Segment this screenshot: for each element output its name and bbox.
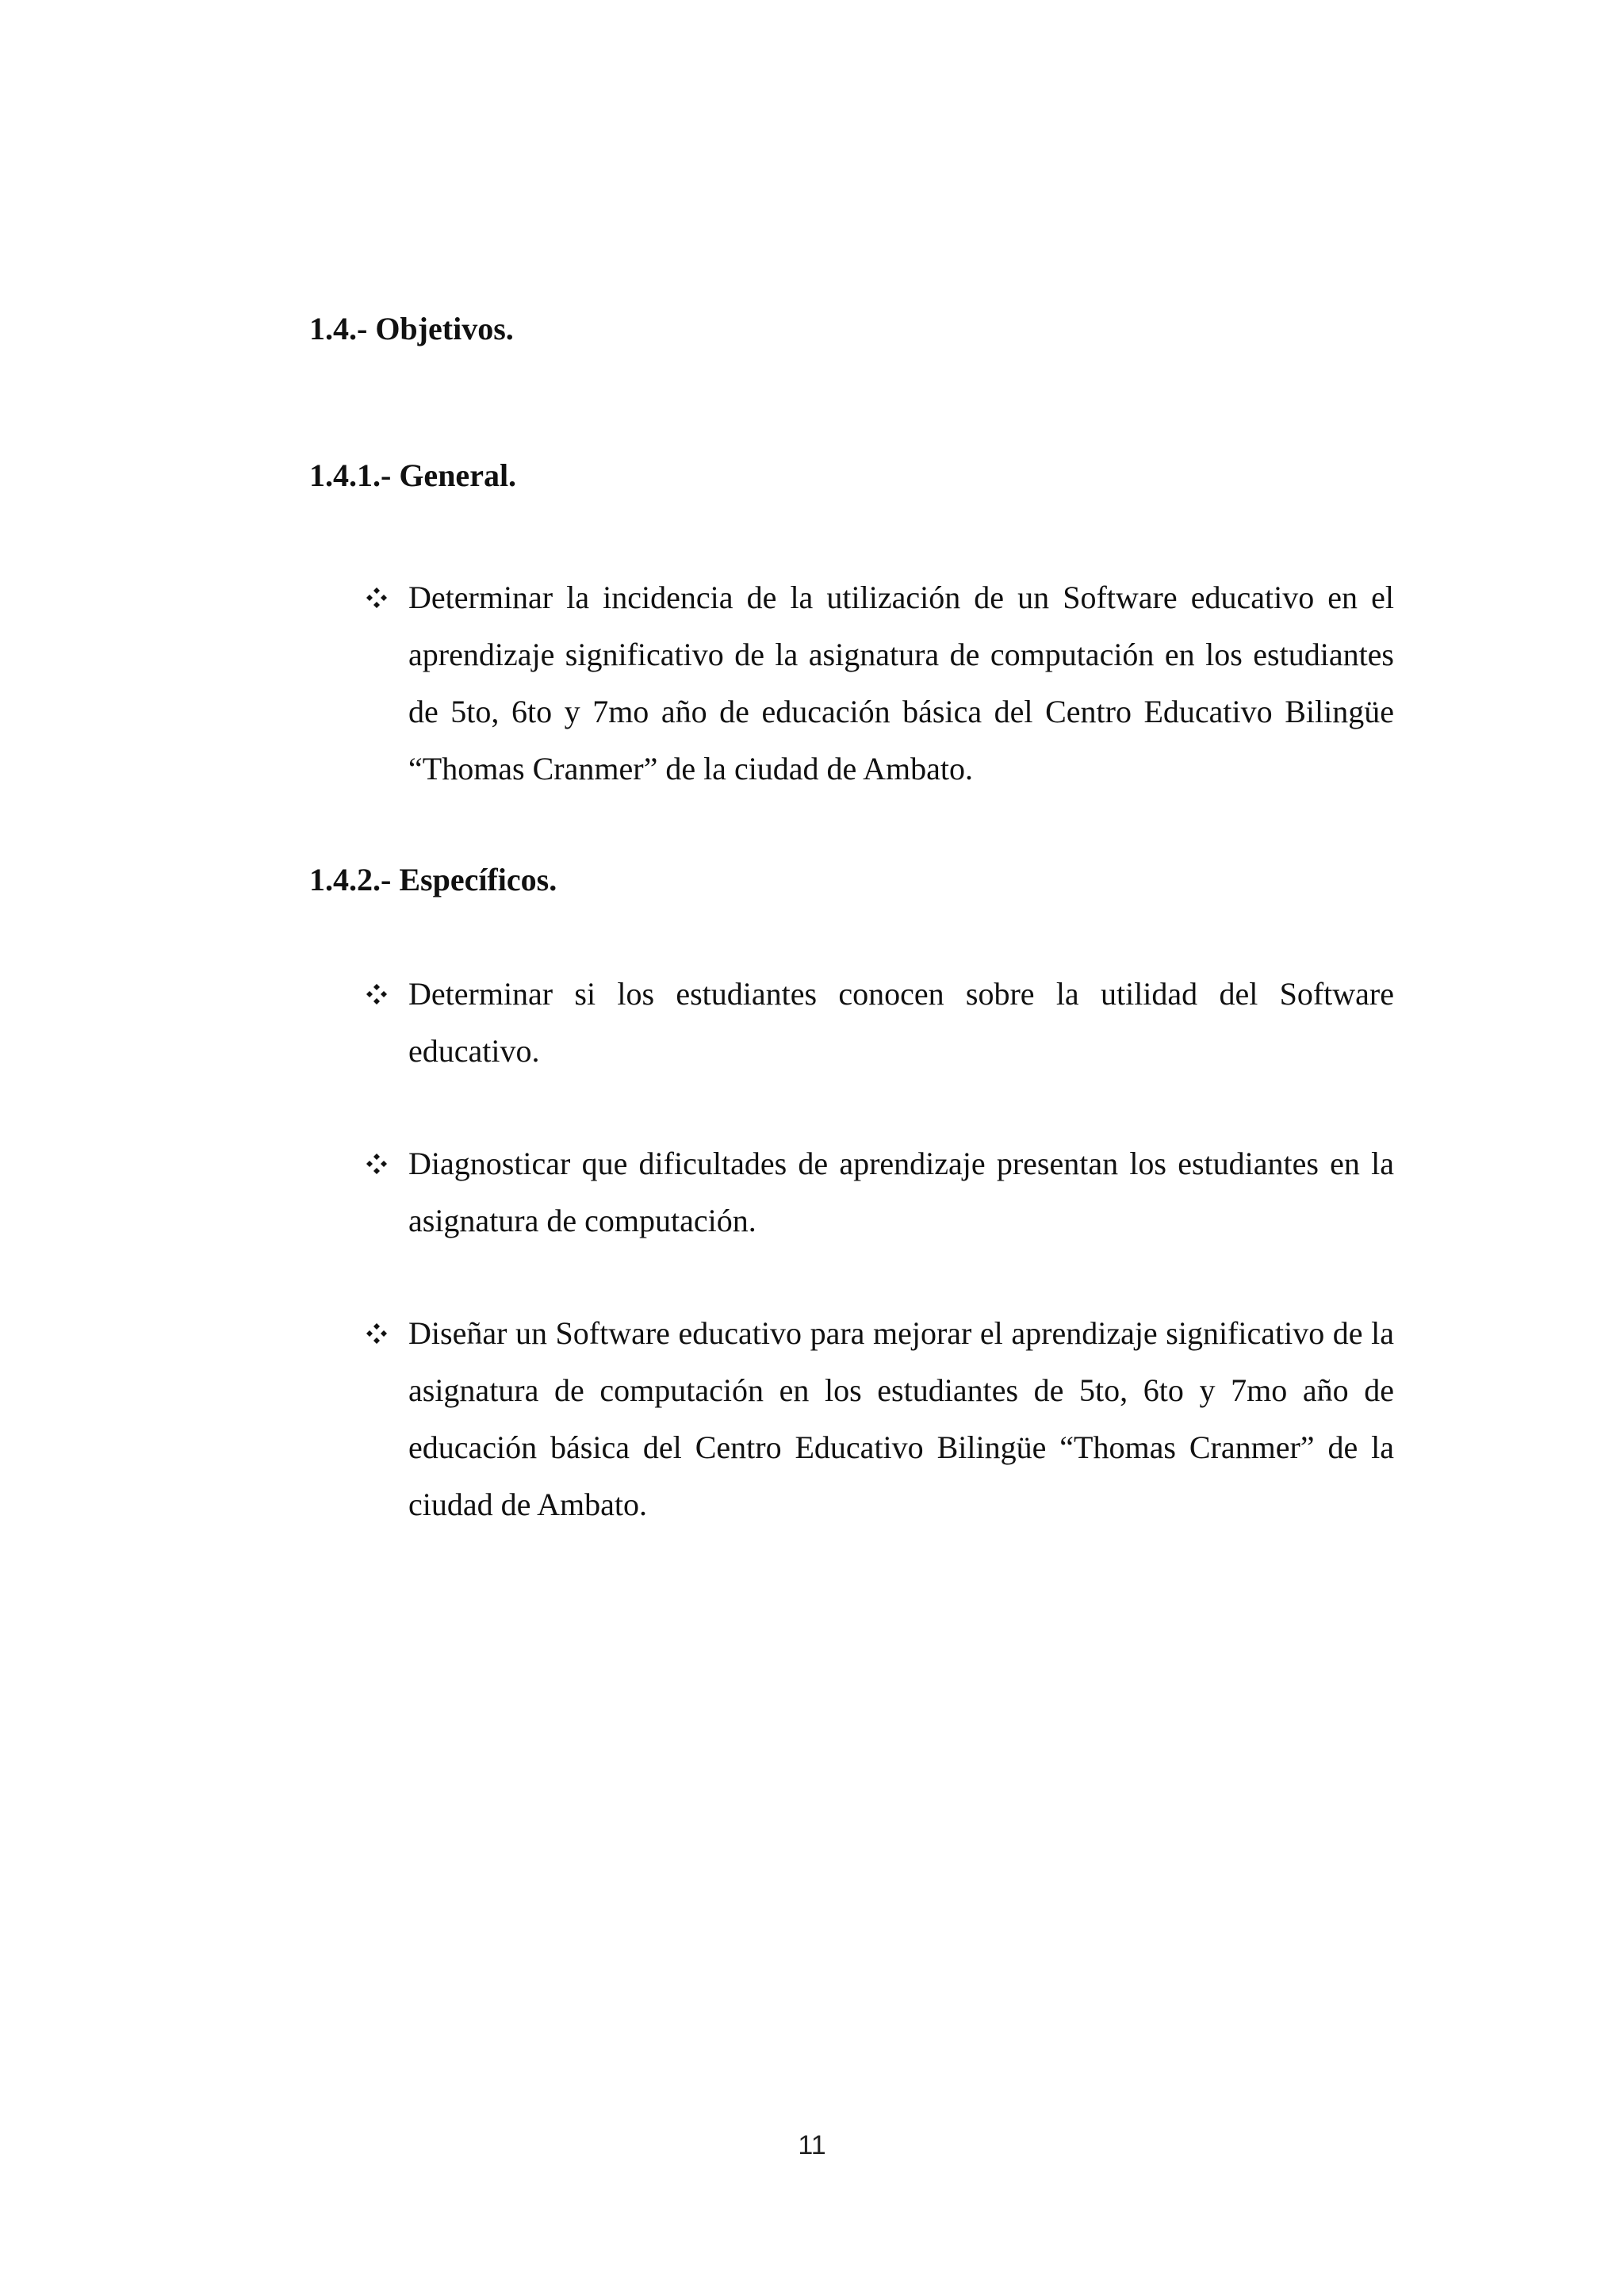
list-item — [361, 1135, 1394, 1249]
diamond-four-icon — [361, 1135, 393, 1192]
list-item-text: Determinar si los estudiantes conocen sobre la utilidad del Software educativo. — [408, 976, 1394, 1069]
page-number: 11 — [798, 2130, 826, 2160]
list-item-text: Diagnosticar que dificultades de aprendizaje presentan los estudiantes en la asignatura de computación. — [408, 1146, 1394, 1238]
subsection-heading-especificos: 1.4.2.- Específicos. — [309, 862, 557, 897]
list-item — [361, 569, 1394, 798]
list-item — [361, 1305, 1394, 1533]
subsection-heading-general: 1.4.1.- General. — [309, 457, 517, 493]
list-item-text: Determinar la incidencia de la utilización de un Software educativo en el aprendizaje significativo de la asignatura de computación en los estudiantes de 5to, 6to y 7mo año de educación básica del Centro Educativo Bilingüe “Thomas Cranmer” de la ciudad de Ambato. — [408, 580, 1394, 786]
diamond-four-icon — [361, 1305, 393, 1362]
list-item — [361, 966, 1394, 1080]
section-heading-objetivos: 1.4.- Objetivos. — [309, 311, 514, 346]
diamond-four-icon — [361, 569, 393, 626]
diamond-four-icon — [361, 966, 393, 1023]
list-item-text: Diseñar un Software educativo para mejorar el aprendizaje significativo de la asignatura de computación en los estudiantes de 5to, 6to y 7mo año de educación básica del Centro Educativo Bilingüe “Thomas Cranmer” de la ciudad de Ambato. — [408, 1315, 1394, 1522]
